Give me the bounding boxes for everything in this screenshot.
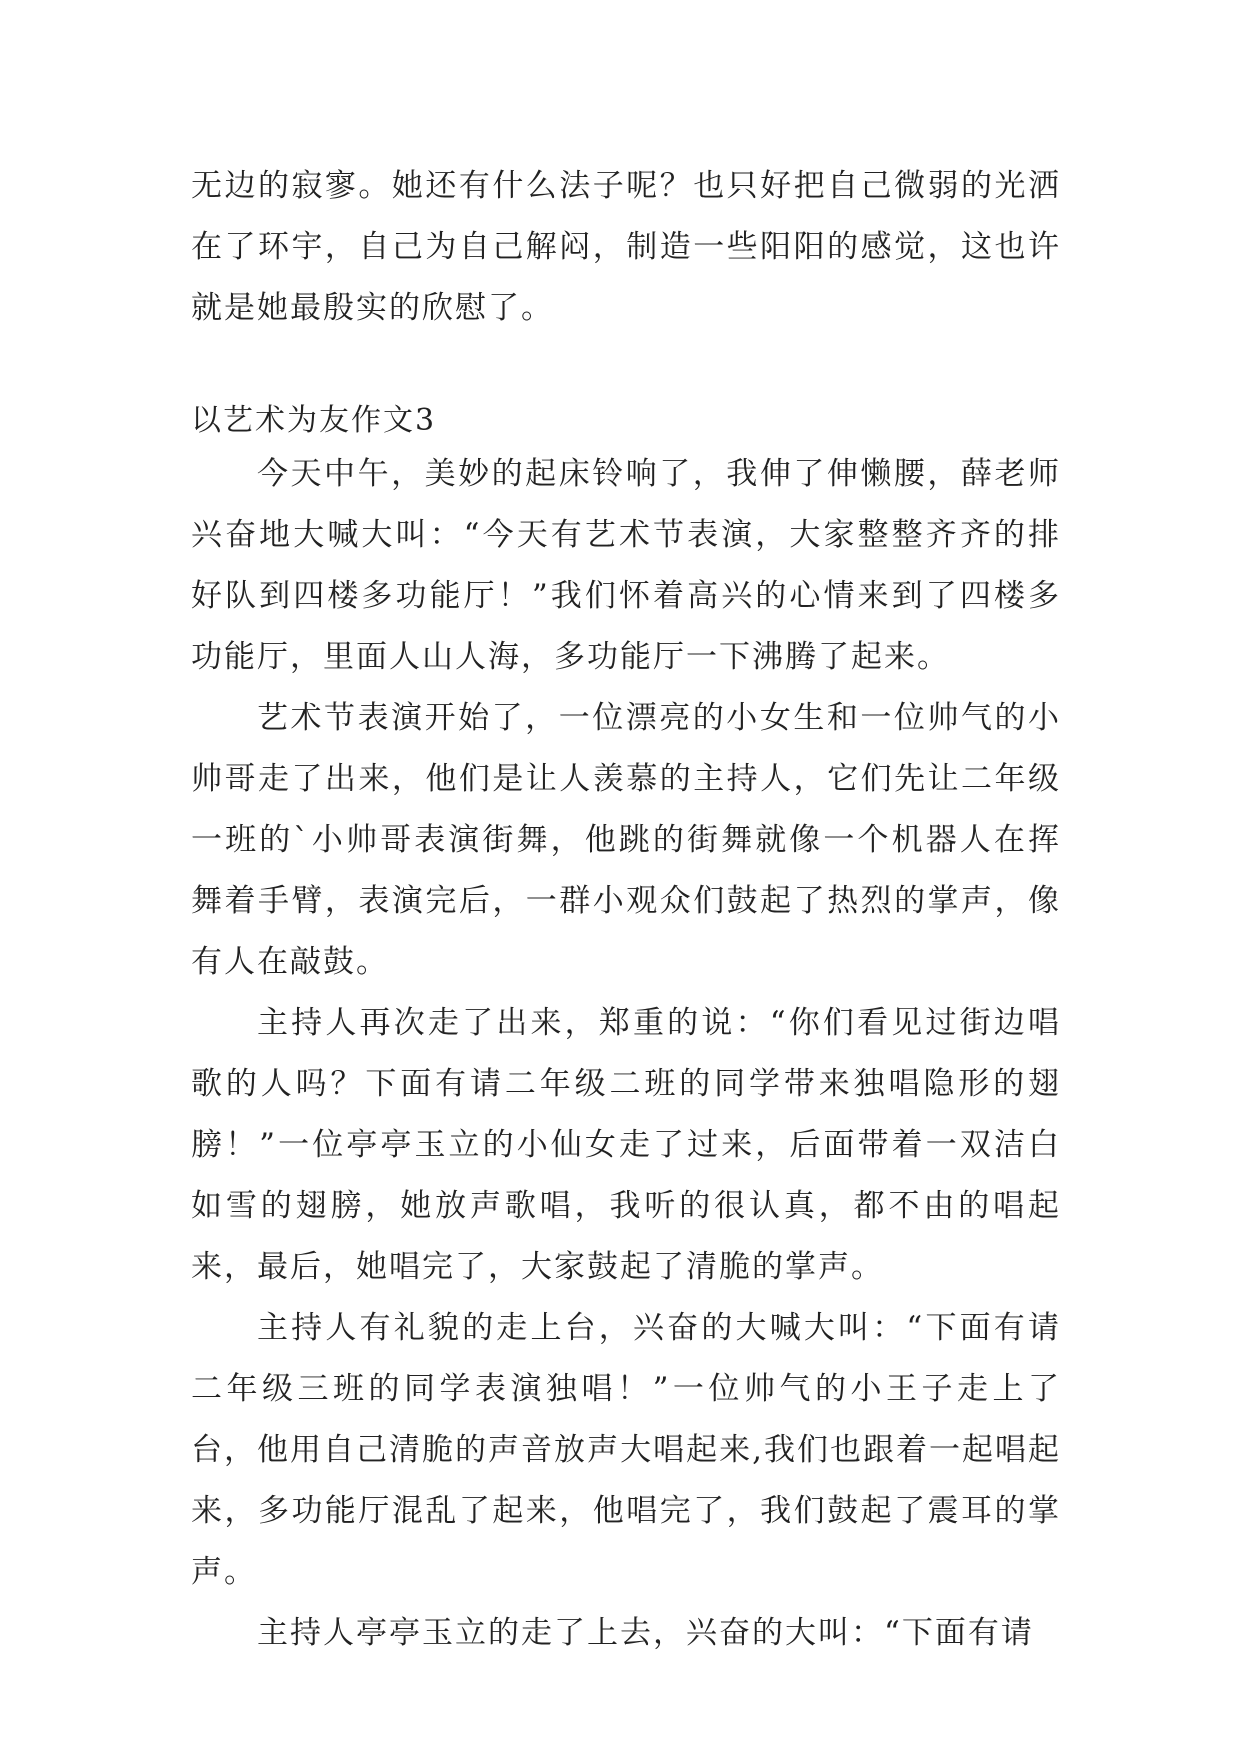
body-paragraph: 主持人有礼貌的走上台，兴奋的大喊大叫：“下面有请二年级三班的同学表演独唱！”一位帅气的小王子走上了台，他用自己清脆的声音放声大唱起来,我们也跟着一起唱起来，多功能厅混乱了起来，他唱完了，我们鼓起了震耳的掌声。 <box>191 1310 1061 1590</box>
section-heading: 以艺术为友作文3 <box>191 403 437 438</box>
body-paragraph: 艺术节表演开始了，一位漂亮的小女生和一位帅气的小帅哥走了出来，他们是让人羡慕的主持人，它们先让二年级一班的`小帅哥表演街舞，他跳的街舞就像一个机器人在挥舞着手臂，表演完后，一群小观众们鼓起了热烈的掌声，像有人在敲鼓。 <box>191 700 1061 980</box>
body-paragraph: 主持人亭亭玉立的走了上去，兴奋的大叫：“下面有请 <box>257 1615 1034 1651</box>
section-body <box>191 444 1061 1664</box>
intro-text-block <box>191 156 1061 339</box>
body-paragraph: 主持人再次走了出来，郑重的说：“你们看见过街边唱歌的人吗？下面有请二年级二班的同学带来独唱隐形的翅膀！”一位亭亭玉立的小仙女走了过来，后面带着一双洁白如雪的翅膀，她放声歌唱，我听的很认真，都不由的唱起来，最后，她唱完了，大家鼓起了清脆的掌声。 <box>191 1005 1061 1285</box>
intro-paragraph: 无边的寂寥。她还有什么法子呢？也只好把自己微弱的光洒在了环宇，自己为自己解闷，制造一些阳阳的感觉，这也许就是她最殷实的欣慰了。 <box>191 168 1061 326</box>
body-paragraph: 今天中午，美妙的起床铃响了，我伸了伸懒腰，薛老师兴奋地大喊大叫：“今天有艺术节表演，大家整整齐齐的排好队到四楼多功能厅！”我们怀着高兴的心情来到了四楼多功能厅，里面人山人海，多功能厅一下沸腾了起来。 <box>191 456 1061 675</box>
